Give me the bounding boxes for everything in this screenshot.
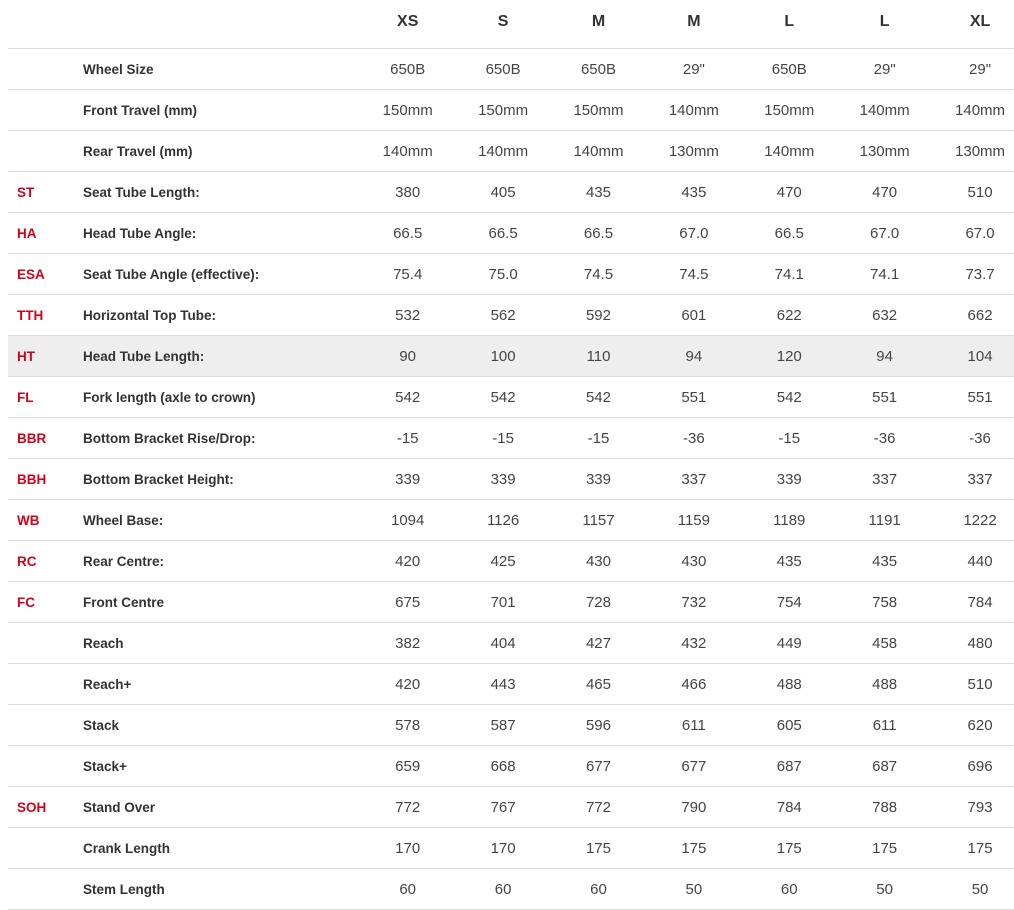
row-value: 696 xyxy=(932,746,1014,787)
row-value: 611 xyxy=(646,705,741,746)
row-value: 50 xyxy=(932,869,1014,910)
row-value: 339 xyxy=(360,459,455,500)
row-value: 772 xyxy=(360,787,455,828)
table-row xyxy=(8,623,1014,664)
row-code: WB xyxy=(8,500,75,541)
row-value: 687 xyxy=(742,746,837,787)
row-code xyxy=(8,869,75,910)
row-value: 74.1 xyxy=(837,254,932,295)
row-value: 74.5 xyxy=(646,254,741,295)
row-value: 67.0 xyxy=(646,213,741,254)
row-value: 510 xyxy=(932,664,1014,705)
row-value: 90 xyxy=(360,336,455,377)
table-row xyxy=(8,295,1014,336)
row-code xyxy=(8,828,75,869)
row-code: RC xyxy=(8,541,75,582)
row-value: 480 xyxy=(932,623,1014,664)
row-value: 620 xyxy=(932,705,1014,746)
row-value: 66.5 xyxy=(551,213,646,254)
row-value: 675 xyxy=(360,582,455,623)
row-value: 60 xyxy=(551,869,646,910)
row-value: 622 xyxy=(742,295,837,336)
row-value: 29" xyxy=(932,49,1014,90)
row-value: 150mm xyxy=(742,90,837,131)
row-value: 337 xyxy=(932,459,1014,500)
row-value: 470 xyxy=(742,172,837,213)
row-label: Reach xyxy=(75,623,360,664)
row-value: 170 xyxy=(455,828,550,869)
row-label: Stack xyxy=(75,705,360,746)
size-header-row xyxy=(8,0,1014,49)
row-value: 140mm xyxy=(742,131,837,172)
row-value: 425 xyxy=(455,541,550,582)
row-value: 140mm xyxy=(646,90,741,131)
row-value: 592 xyxy=(551,295,646,336)
row-label: Seat Tube Length: xyxy=(75,172,360,213)
row-value: 405 xyxy=(455,172,550,213)
table-row xyxy=(8,664,1014,705)
row-label: Bottom Bracket Rise/Drop: xyxy=(75,418,360,459)
row-value: 542 xyxy=(742,377,837,418)
row-value: 1159 xyxy=(646,500,741,541)
row-value: 470 xyxy=(837,172,932,213)
row-value: 435 xyxy=(837,541,932,582)
row-value: 701 xyxy=(455,582,550,623)
row-code: ESA xyxy=(8,254,75,295)
row-value: 532 xyxy=(360,295,455,336)
row-label: Wheel Size xyxy=(75,49,360,90)
row-value: 66.5 xyxy=(455,213,550,254)
row-value: 430 xyxy=(646,541,741,582)
row-value: 1191 xyxy=(837,500,932,541)
row-code xyxy=(8,623,75,664)
row-value: 687 xyxy=(837,746,932,787)
table-row xyxy=(8,49,1014,90)
geometry-table xyxy=(8,0,1014,910)
row-value: 510 xyxy=(932,172,1014,213)
row-code: HA xyxy=(8,213,75,254)
row-value: 465 xyxy=(551,664,646,705)
row-value: 110 xyxy=(551,336,646,377)
size-header: M xyxy=(551,0,646,49)
row-value: 542 xyxy=(455,377,550,418)
row-value: 29" xyxy=(646,49,741,90)
row-value: 732 xyxy=(646,582,741,623)
table-row xyxy=(8,459,1014,500)
row-value: 94 xyxy=(837,336,932,377)
row-value: 140mm xyxy=(932,90,1014,131)
row-code: SOH xyxy=(8,787,75,828)
table-row xyxy=(8,377,1014,418)
row-label: Head Tube Length: xyxy=(75,336,360,377)
size-header: M xyxy=(646,0,741,49)
row-value: 175 xyxy=(742,828,837,869)
row-value: 466 xyxy=(646,664,741,705)
row-value: 784 xyxy=(742,787,837,828)
row-label: Front Travel (mm) xyxy=(75,90,360,131)
row-value: 175 xyxy=(646,828,741,869)
table-row xyxy=(8,746,1014,787)
row-value: 130mm xyxy=(837,131,932,172)
row-value: 74.5 xyxy=(551,254,646,295)
row-label: Reach+ xyxy=(75,664,360,705)
row-value: -15 xyxy=(551,418,646,459)
row-value: 551 xyxy=(837,377,932,418)
row-value: 427 xyxy=(551,623,646,664)
row-value: 339 xyxy=(742,459,837,500)
row-value: 100 xyxy=(455,336,550,377)
row-value: 420 xyxy=(360,541,455,582)
row-code: BBR xyxy=(8,418,75,459)
table-row xyxy=(8,90,1014,131)
row-value: 404 xyxy=(455,623,550,664)
row-value: 650B xyxy=(551,49,646,90)
table-row xyxy=(8,705,1014,746)
row-value: 551 xyxy=(646,377,741,418)
row-value: 788 xyxy=(837,787,932,828)
row-value: 75.4 xyxy=(360,254,455,295)
row-value: 337 xyxy=(646,459,741,500)
row-code xyxy=(8,664,75,705)
table-row xyxy=(8,541,1014,582)
row-value: 542 xyxy=(551,377,646,418)
row-value: 772 xyxy=(551,787,646,828)
row-value: 175 xyxy=(551,828,646,869)
row-value: 75.0 xyxy=(455,254,550,295)
row-value: 337 xyxy=(837,459,932,500)
row-code: FL xyxy=(8,377,75,418)
row-value: 74.1 xyxy=(742,254,837,295)
row-value: 73.7 xyxy=(932,254,1014,295)
table-row xyxy=(8,418,1014,459)
row-value: 150mm xyxy=(455,90,550,131)
row-value: 578 xyxy=(360,705,455,746)
row-value: 175 xyxy=(837,828,932,869)
row-label: Fork length (axle to crown) xyxy=(75,377,360,418)
row-code: BBH xyxy=(8,459,75,500)
size-header: XL xyxy=(932,0,1014,49)
row-value: 659 xyxy=(360,746,455,787)
row-value: 339 xyxy=(455,459,550,500)
table-row xyxy=(8,500,1014,541)
row-value: -36 xyxy=(837,418,932,459)
row-code xyxy=(8,49,75,90)
row-value: 793 xyxy=(932,787,1014,828)
row-value: 175 xyxy=(932,828,1014,869)
row-value: 562 xyxy=(455,295,550,336)
row-value: 380 xyxy=(360,172,455,213)
row-label: Front Centre xyxy=(75,582,360,623)
size-header: S xyxy=(455,0,550,49)
row-value: 339 xyxy=(551,459,646,500)
row-value: 650B xyxy=(360,49,455,90)
row-value: 66.5 xyxy=(360,213,455,254)
row-value: 677 xyxy=(551,746,646,787)
row-code: TTH xyxy=(8,295,75,336)
row-value: 587 xyxy=(455,705,550,746)
row-label: Rear Travel (mm) xyxy=(75,131,360,172)
row-value: -36 xyxy=(646,418,741,459)
row-value: 488 xyxy=(837,664,932,705)
row-value: 94 xyxy=(646,336,741,377)
row-value: 104 xyxy=(932,336,1014,377)
row-label: Stack+ xyxy=(75,746,360,787)
row-value: 60 xyxy=(455,869,550,910)
table-row xyxy=(8,254,1014,295)
row-code xyxy=(8,705,75,746)
row-label: Head Tube Angle: xyxy=(75,213,360,254)
row-value: 790 xyxy=(646,787,741,828)
row-value: 60 xyxy=(742,869,837,910)
row-value: 140mm xyxy=(360,131,455,172)
row-value: 449 xyxy=(742,623,837,664)
row-value: 758 xyxy=(837,582,932,623)
row-label: Seat Tube Angle (effective): xyxy=(75,254,360,295)
table-row xyxy=(8,582,1014,623)
row-label: Crank Length xyxy=(75,828,360,869)
row-value: 140mm xyxy=(837,90,932,131)
row-value: -15 xyxy=(455,418,550,459)
row-label: Bottom Bracket Height: xyxy=(75,459,360,500)
row-value: 611 xyxy=(837,705,932,746)
row-value: 120 xyxy=(742,336,837,377)
table-row xyxy=(8,172,1014,213)
row-value: 677 xyxy=(646,746,741,787)
row-value: 728 xyxy=(551,582,646,623)
row-value: 650B xyxy=(455,49,550,90)
row-value: 50 xyxy=(837,869,932,910)
row-value: 140mm xyxy=(551,131,646,172)
row-value: 435 xyxy=(742,541,837,582)
row-value: 488 xyxy=(742,664,837,705)
row-value: 662 xyxy=(932,295,1014,336)
size-header: L xyxy=(837,0,932,49)
row-value: 382 xyxy=(360,623,455,664)
row-value: 605 xyxy=(742,705,837,746)
row-value: 1126 xyxy=(455,500,550,541)
row-label: Stem Length xyxy=(75,869,360,910)
size-header: L xyxy=(742,0,837,49)
row-value: 632 xyxy=(837,295,932,336)
row-value: -15 xyxy=(742,418,837,459)
row-value: 440 xyxy=(932,541,1014,582)
header-label-cell xyxy=(75,0,360,49)
row-code xyxy=(8,131,75,172)
row-value: 430 xyxy=(551,541,646,582)
row-value: -36 xyxy=(932,418,1014,459)
row-code: FC xyxy=(8,582,75,623)
row-value: 1189 xyxy=(742,500,837,541)
row-value: 140mm xyxy=(455,131,550,172)
row-code: HT xyxy=(8,336,75,377)
table-row xyxy=(8,787,1014,828)
row-code xyxy=(8,90,75,131)
row-value: 1094 xyxy=(360,500,455,541)
geometry-rows xyxy=(8,49,1014,910)
row-label: Horizontal Top Tube: xyxy=(75,295,360,336)
row-value: 1222 xyxy=(932,500,1014,541)
row-value: 50 xyxy=(646,869,741,910)
row-value: 767 xyxy=(455,787,550,828)
row-code: ST xyxy=(8,172,75,213)
size-header: XS xyxy=(360,0,455,49)
row-value: 130mm xyxy=(932,131,1014,172)
row-value: 668 xyxy=(455,746,550,787)
row-value: 150mm xyxy=(551,90,646,131)
table-row xyxy=(8,336,1014,377)
row-value: 67.0 xyxy=(932,213,1014,254)
row-value: 542 xyxy=(360,377,455,418)
row-value: 150mm xyxy=(360,90,455,131)
row-label: Rear Centre: xyxy=(75,541,360,582)
row-value: 754 xyxy=(742,582,837,623)
row-value: 458 xyxy=(837,623,932,664)
row-label: Stand Over xyxy=(75,787,360,828)
row-label: Wheel Base: xyxy=(75,500,360,541)
row-value: 443 xyxy=(455,664,550,705)
row-value: 1157 xyxy=(551,500,646,541)
row-value: 432 xyxy=(646,623,741,664)
table-row xyxy=(8,869,1014,910)
row-value: 596 xyxy=(551,705,646,746)
row-value: -15 xyxy=(360,418,455,459)
row-value: 650B xyxy=(742,49,837,90)
row-value: 130mm xyxy=(646,131,741,172)
row-value: 420 xyxy=(360,664,455,705)
row-value: 60 xyxy=(360,869,455,910)
row-value: 435 xyxy=(646,172,741,213)
row-value: 435 xyxy=(551,172,646,213)
row-value: 29" xyxy=(837,49,932,90)
header-code-cell xyxy=(8,0,75,49)
table-row xyxy=(8,828,1014,869)
row-value: 66.5 xyxy=(742,213,837,254)
row-value: 551 xyxy=(932,377,1014,418)
table-row xyxy=(8,131,1014,172)
row-value: 170 xyxy=(360,828,455,869)
table-row xyxy=(8,213,1014,254)
row-value: 67.0 xyxy=(837,213,932,254)
row-value: 601 xyxy=(646,295,741,336)
row-code xyxy=(8,746,75,787)
row-value: 784 xyxy=(932,582,1014,623)
